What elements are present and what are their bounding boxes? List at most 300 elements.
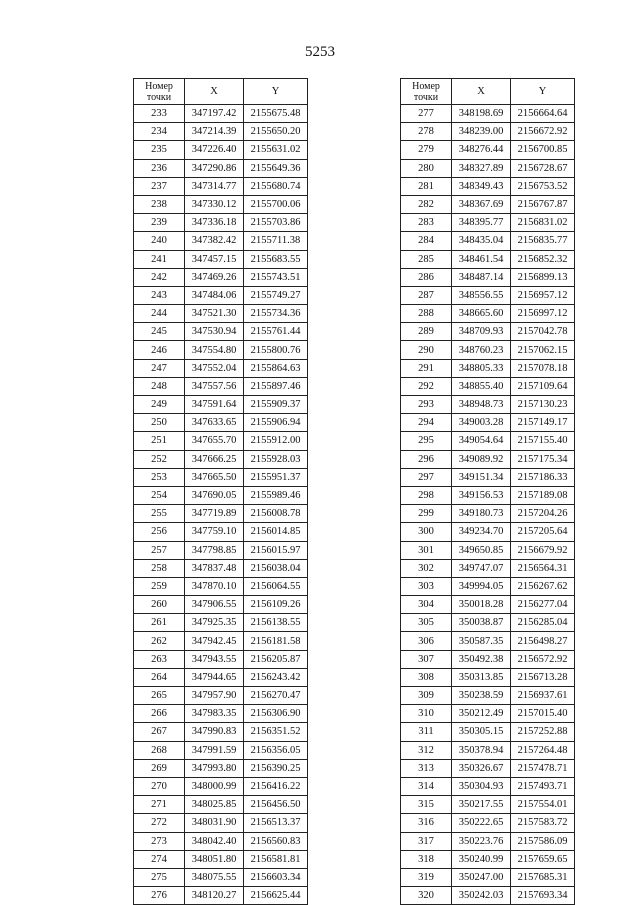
x-coordinate-cell: 350313.85	[452, 668, 511, 686]
table-row	[134, 268, 308, 286]
y-coordinate-cell: 2155897.46	[244, 377, 308, 395]
y-coordinate-cell: 2155989.46	[244, 486, 308, 504]
x-coordinate-cell: 347943.55	[185, 650, 244, 668]
point-number-cell: 304	[401, 596, 452, 614]
y-coordinate-cell: 2155650.20	[244, 123, 308, 141]
y-coordinate-cell: 2155631.02	[244, 141, 308, 159]
table-row	[134, 577, 308, 595]
point-number-cell: 276	[134, 887, 185, 905]
table-row	[401, 177, 575, 195]
table-row	[134, 523, 308, 541]
y-coordinate-cell: 2155909.37	[244, 396, 308, 414]
point-number-cell: 300	[401, 523, 452, 541]
y-coordinate-cell: 2157062.15	[511, 341, 575, 359]
x-coordinate-cell: 349650.85	[452, 541, 511, 559]
x-coordinate-cell: 347633.65	[185, 414, 244, 432]
table-row	[401, 141, 575, 159]
point-number-cell: 254	[134, 486, 185, 504]
table-row	[401, 868, 575, 886]
y-coordinate-cell: 2157155.40	[511, 432, 575, 450]
point-number-cell: 249	[134, 396, 185, 414]
x-coordinate-cell: 350378.94	[452, 741, 511, 759]
x-coordinate-cell: 348198.69	[452, 105, 511, 123]
x-coordinate-cell: 347484.06	[185, 286, 244, 304]
table-row	[134, 632, 308, 650]
table-row	[401, 323, 575, 341]
point-number-cell: 260	[134, 596, 185, 614]
point-number-cell: 277	[401, 105, 452, 123]
table-row	[401, 577, 575, 595]
table-row	[401, 796, 575, 814]
y-coordinate-cell: 2157554.01	[511, 796, 575, 814]
y-coordinate-cell: 2156109.26	[244, 596, 308, 614]
y-coordinate-cell: 2156064.55	[244, 577, 308, 595]
point-number-cell: 305	[401, 614, 452, 632]
y-coordinate-cell: 2156603.34	[244, 868, 308, 886]
x-coordinate-cell: 348665.60	[452, 305, 511, 323]
table-row	[401, 559, 575, 577]
point-number-cell: 292	[401, 377, 452, 395]
table-row	[401, 286, 575, 304]
point-number-header-line1: Номер	[412, 80, 440, 92]
point-number-cell: 246	[134, 341, 185, 359]
y-coordinate-cell: 2156008.78	[244, 505, 308, 523]
y-coordinate-cell: 2157042.78	[511, 323, 575, 341]
y-coordinate-cell: 2156997.12	[511, 305, 575, 323]
x-coordinate-cell: 348025.85	[185, 796, 244, 814]
x-coordinate-cell: 347330.12	[185, 195, 244, 213]
x-coordinate-cell: 350492.38	[452, 650, 511, 668]
table-body	[401, 105, 575, 905]
y-coordinate-cell: 2155800.76	[244, 341, 308, 359]
point-number-cell: 319	[401, 868, 452, 886]
y-coordinate-cell: 2157186.33	[511, 468, 575, 486]
x-coordinate-cell: 350305.15	[452, 723, 511, 741]
y-coordinate-cell: 2156835.77	[511, 232, 575, 250]
x-coordinate-cell: 347214.39	[185, 123, 244, 141]
point-number-cell: 239	[134, 214, 185, 232]
x-coordinate-cell: 350242.03	[452, 887, 511, 905]
x-coordinate-cell: 350326.67	[452, 759, 511, 777]
point-number-cell: 279	[401, 141, 452, 159]
table-row	[401, 505, 575, 523]
x-coordinate-cell: 347552.04	[185, 359, 244, 377]
y-coordinate-cell: 2155649.36	[244, 159, 308, 177]
y-coordinate-cell: 2156015.97	[244, 541, 308, 559]
y-coordinate-cell: 2155951.37	[244, 468, 308, 486]
y-coordinate-cell: 2155912.00	[244, 432, 308, 450]
point-number-cell: 303	[401, 577, 452, 595]
y-coordinate-cell: 2157493.71	[511, 777, 575, 795]
point-number-cell: 259	[134, 577, 185, 595]
point-number-cell: 293	[401, 396, 452, 414]
table-row	[134, 105, 308, 123]
table-row	[134, 323, 308, 341]
x-coordinate-cell: 348327.89	[452, 159, 511, 177]
coordinates-table-left	[133, 78, 308, 905]
x-coordinate-cell: 348367.69	[452, 195, 511, 213]
x-coordinate-cell: 347469.26	[185, 268, 244, 286]
table-row	[134, 232, 308, 250]
point-number-cell: 318	[401, 850, 452, 868]
x-coordinate-cell: 347197.42	[185, 105, 244, 123]
point-number-cell: 244	[134, 305, 185, 323]
table-row	[134, 777, 308, 795]
point-number-cell: 311	[401, 723, 452, 741]
x-coordinate-cell: 348051.80	[185, 850, 244, 868]
y-coordinate-cell: 2156679.92	[511, 541, 575, 559]
x-coordinate-cell: 348855.40	[452, 377, 511, 395]
point-number-cell: 268	[134, 741, 185, 759]
y-coordinate-cell: 2157693.34	[511, 887, 575, 905]
x-coordinate-cell: 347665.50	[185, 468, 244, 486]
point-number-cell: 270	[134, 777, 185, 795]
point-number-cell: 289	[401, 323, 452, 341]
table-row	[401, 123, 575, 141]
page-number: 5253	[305, 44, 335, 60]
point-number-cell: 314	[401, 777, 452, 795]
x-coordinate-cell: 347655.70	[185, 432, 244, 450]
table-row	[401, 105, 575, 123]
x-coordinate-cell: 347666.25	[185, 450, 244, 468]
table-row	[401, 723, 575, 741]
table-row	[401, 523, 575, 541]
y-coordinate-cell: 2156498.27	[511, 632, 575, 650]
point-number-cell: 296	[401, 450, 452, 468]
y-coordinate-cell: 2156277.04	[511, 596, 575, 614]
y-coordinate-cell: 2156572.92	[511, 650, 575, 668]
point-number-cell: 263	[134, 650, 185, 668]
x-coordinate-cell: 348760.23	[452, 341, 511, 359]
y-coordinate-cell: 2155711.38	[244, 232, 308, 250]
y-coordinate-cell: 2156306.90	[244, 705, 308, 723]
table-row	[401, 596, 575, 614]
y-coordinate-cell: 2156767.87	[511, 195, 575, 213]
y-coordinate-cell: 2156351.52	[244, 723, 308, 741]
x-coordinate-cell: 347798.85	[185, 541, 244, 559]
table-row	[401, 377, 575, 395]
table-row	[401, 450, 575, 468]
coordinates-table-right	[400, 78, 575, 905]
table-row	[134, 650, 308, 668]
point-number-cell: 255	[134, 505, 185, 523]
y-coordinate-cell: 2156753.52	[511, 177, 575, 195]
point-number-cell: 286	[401, 268, 452, 286]
table-row	[134, 123, 308, 141]
table-row	[401, 214, 575, 232]
point-number-cell: 265	[134, 687, 185, 705]
point-number-cell: 256	[134, 523, 185, 541]
point-number-cell: 241	[134, 250, 185, 268]
table-header-row	[401, 79, 575, 105]
y-coordinate-cell: 2155680.74	[244, 177, 308, 195]
table-row	[401, 668, 575, 686]
point-number-cell: 285	[401, 250, 452, 268]
x-coordinate-cell: 350304.93	[452, 777, 511, 795]
point-number-cell: 271	[134, 796, 185, 814]
x-coordinate-cell: 347759.10	[185, 523, 244, 541]
x-coordinate-cell: 350238.59	[452, 687, 511, 705]
y-coordinate-cell: 2157264.48	[511, 741, 575, 759]
point-number-cell: 237	[134, 177, 185, 195]
table-row	[401, 468, 575, 486]
point-number-cell: 236	[134, 159, 185, 177]
y-coordinate-cell: 2157189.08	[511, 486, 575, 504]
table-header-row	[134, 79, 308, 105]
table-row	[134, 505, 308, 523]
x-coordinate-cell: 350217.55	[452, 796, 511, 814]
x-coordinate-cell: 347690.05	[185, 486, 244, 504]
point-number-cell: 317	[401, 832, 452, 850]
y-coordinate-cell: 2156356.05	[244, 741, 308, 759]
point-number-cell: 281	[401, 177, 452, 195]
y-coordinate-cell: 2155734.36	[244, 305, 308, 323]
y-coordinate-cell: 2157252.88	[511, 723, 575, 741]
y-coordinate-cell: 2157204.26	[511, 505, 575, 523]
table-row	[134, 250, 308, 268]
point-number-cell: 242	[134, 268, 185, 286]
y-coordinate-cell: 2157659.65	[511, 850, 575, 868]
y-coordinate-cell: 2156700.85	[511, 141, 575, 159]
table-row	[134, 541, 308, 559]
y-coordinate-cell: 2157149.17	[511, 414, 575, 432]
x-coordinate-cell: 347944.65	[185, 668, 244, 686]
x-header: X	[185, 79, 244, 105]
point-number-cell: 299	[401, 505, 452, 523]
y-coordinate-cell: 2156564.31	[511, 559, 575, 577]
point-number-cell: 284	[401, 232, 452, 250]
x-coordinate-cell: 349089.92	[452, 450, 511, 468]
x-coordinate-cell: 347557.56	[185, 377, 244, 395]
x-coordinate-cell: 347990.83	[185, 723, 244, 741]
point-number-cell: 275	[134, 868, 185, 886]
y-coordinate-cell: 2157175.34	[511, 450, 575, 468]
x-coordinate-cell: 347719.89	[185, 505, 244, 523]
x-coordinate-cell: 347336.18	[185, 214, 244, 232]
x-coordinate-cell: 349003.28	[452, 414, 511, 432]
point-number-cell: 233	[134, 105, 185, 123]
x-coordinate-cell: 349156.53	[452, 486, 511, 504]
y-coordinate-cell: 2157015.40	[511, 705, 575, 723]
x-coordinate-cell: 349234.70	[452, 523, 511, 541]
point-number-cell: 235	[134, 141, 185, 159]
x-coordinate-cell: 347983.35	[185, 705, 244, 723]
y-coordinate-cell: 2156285.04	[511, 614, 575, 632]
x-coordinate-cell: 347290.86	[185, 159, 244, 177]
x-coordinate-cell: 347521.30	[185, 305, 244, 323]
x-coordinate-cell: 348239.00	[452, 123, 511, 141]
x-coordinate-cell: 347993.80	[185, 759, 244, 777]
x-coordinate-cell: 347957.90	[185, 687, 244, 705]
x-coordinate-cell: 347906.55	[185, 596, 244, 614]
x-coordinate-cell: 348395.77	[452, 214, 511, 232]
x-coordinate-cell: 348349.43	[452, 177, 511, 195]
x-coordinate-cell: 347925.35	[185, 614, 244, 632]
point-number-cell: 251	[134, 432, 185, 450]
table-row	[134, 159, 308, 177]
point-number-cell: 312	[401, 741, 452, 759]
table-row	[401, 814, 575, 832]
x-coordinate-cell: 348805.33	[452, 359, 511, 377]
y-coordinate-cell: 2156728.67	[511, 159, 575, 177]
table-row	[401, 777, 575, 795]
point-number-header-line1: Номер	[145, 80, 173, 92]
point-number-cell: 302	[401, 559, 452, 577]
point-number-header	[134, 79, 185, 105]
y-coordinate-cell: 2156899.13	[511, 268, 575, 286]
x-coordinate-cell: 350212.49	[452, 705, 511, 723]
x-coordinate-cell: 347530.94	[185, 323, 244, 341]
point-number-cell: 315	[401, 796, 452, 814]
table-body	[134, 105, 308, 905]
point-number-cell: 278	[401, 123, 452, 141]
y-coordinate-cell: 2156560.83	[244, 832, 308, 850]
y-coordinate-cell: 2157205.64	[511, 523, 575, 541]
table-row	[134, 723, 308, 741]
y-coordinate-cell: 2156713.28	[511, 668, 575, 686]
table-row	[134, 341, 308, 359]
point-number-cell: 287	[401, 286, 452, 304]
y-coordinate-cell: 2156416.22	[244, 777, 308, 795]
point-number-cell: 316	[401, 814, 452, 832]
table-row	[134, 414, 308, 432]
table-row	[134, 195, 308, 213]
x-coordinate-cell: 347591.64	[185, 396, 244, 414]
y-coordinate-cell: 2155683.55	[244, 250, 308, 268]
x-coordinate-cell: 347942.45	[185, 632, 244, 650]
point-number-cell: 291	[401, 359, 452, 377]
x-coordinate-cell: 349180.73	[452, 505, 511, 523]
point-number-cell: 290	[401, 341, 452, 359]
table-row	[134, 286, 308, 304]
table-row	[401, 887, 575, 905]
table-row	[134, 868, 308, 886]
point-number-cell: 262	[134, 632, 185, 650]
table-row	[134, 796, 308, 814]
x-coordinate-cell: 347314.77	[185, 177, 244, 195]
table-row	[134, 468, 308, 486]
point-number-cell: 238	[134, 195, 185, 213]
y-coordinate-cell: 2156625.44	[244, 887, 308, 905]
x-header: X	[452, 79, 511, 105]
y-coordinate-cell: 2157130.23	[511, 396, 575, 414]
table-row	[401, 741, 575, 759]
y-coordinate-cell: 2156664.64	[511, 105, 575, 123]
y-coordinate-cell: 2156513.37	[244, 814, 308, 832]
table-row	[401, 159, 575, 177]
x-coordinate-cell: 348487.14	[452, 268, 511, 286]
table-row	[401, 687, 575, 705]
y-coordinate-cell: 2155703.86	[244, 214, 308, 232]
table-row	[401, 305, 575, 323]
point-number-cell: 298	[401, 486, 452, 504]
y-coordinate-cell: 2156456.50	[244, 796, 308, 814]
point-number-cell: 297	[401, 468, 452, 486]
x-coordinate-cell: 350240.99	[452, 850, 511, 868]
table-row	[134, 359, 308, 377]
x-coordinate-cell: 348042.40	[185, 832, 244, 850]
x-coordinate-cell: 347226.40	[185, 141, 244, 159]
y-coordinate-cell: 2155743.51	[244, 268, 308, 286]
point-number-cell: 269	[134, 759, 185, 777]
point-number-cell: 240	[134, 232, 185, 250]
y-coordinate-cell: 2156267.62	[511, 577, 575, 595]
point-number-cell: 261	[134, 614, 185, 632]
y-coordinate-cell: 2155675.48	[244, 105, 308, 123]
x-coordinate-cell: 350223.76	[452, 832, 511, 850]
x-coordinate-cell: 348556.55	[452, 286, 511, 304]
point-number-header	[401, 79, 452, 105]
x-coordinate-cell: 349747.07	[452, 559, 511, 577]
table-row	[134, 141, 308, 159]
y-coordinate-cell: 2157586.09	[511, 832, 575, 850]
y-coordinate-cell: 2157583.72	[511, 814, 575, 832]
x-coordinate-cell: 347382.42	[185, 232, 244, 250]
table-row	[134, 887, 308, 905]
point-number-cell: 253	[134, 468, 185, 486]
table-row	[401, 359, 575, 377]
y-coordinate-cell: 2156390.25	[244, 759, 308, 777]
table-row	[401, 759, 575, 777]
point-number-cell: 258	[134, 559, 185, 577]
table-row	[134, 396, 308, 414]
x-coordinate-cell: 347837.48	[185, 559, 244, 577]
table-row	[134, 305, 308, 323]
y-coordinate-cell: 2155864.63	[244, 359, 308, 377]
point-number-cell: 245	[134, 323, 185, 341]
point-number-cell: 243	[134, 286, 185, 304]
x-coordinate-cell: 347991.59	[185, 741, 244, 759]
table-row	[134, 596, 308, 614]
y-coordinate-cell: 2156014.85	[244, 523, 308, 541]
table-row	[401, 486, 575, 504]
y-coordinate-cell: 2156038.04	[244, 559, 308, 577]
y-coordinate-cell: 2155761.44	[244, 323, 308, 341]
table-row	[134, 668, 308, 686]
x-coordinate-cell: 349151.34	[452, 468, 511, 486]
table-row	[134, 741, 308, 759]
table-row	[134, 705, 308, 723]
point-number-cell: 252	[134, 450, 185, 468]
table-row	[134, 832, 308, 850]
y-coordinate-cell: 2156270.47	[244, 687, 308, 705]
point-number-cell: 264	[134, 668, 185, 686]
point-number-cell: 306	[401, 632, 452, 650]
y-coordinate-cell: 2156672.92	[511, 123, 575, 141]
point-number-cell: 280	[401, 159, 452, 177]
y-coordinate-cell: 2157078.18	[511, 359, 575, 377]
point-number-cell: 309	[401, 687, 452, 705]
x-coordinate-cell: 350247.00	[452, 868, 511, 886]
table-row	[134, 377, 308, 395]
point-number-cell: 288	[401, 305, 452, 323]
table-row	[401, 414, 575, 432]
x-coordinate-cell: 348276.44	[452, 141, 511, 159]
point-number-cell: 307	[401, 650, 452, 668]
point-number-cell: 272	[134, 814, 185, 832]
y-coordinate-cell: 2155928.03	[244, 450, 308, 468]
table-row	[401, 541, 575, 559]
y-coordinate-cell: 2155906.94	[244, 414, 308, 432]
table-row	[134, 177, 308, 195]
x-coordinate-cell: 348120.27	[185, 887, 244, 905]
x-coordinate-cell: 347457.15	[185, 250, 244, 268]
x-coordinate-cell: 348000.99	[185, 777, 244, 795]
point-number-cell: 313	[401, 759, 452, 777]
table-row	[134, 759, 308, 777]
x-coordinate-cell: 348435.04	[452, 232, 511, 250]
y-header: Y	[511, 79, 575, 105]
